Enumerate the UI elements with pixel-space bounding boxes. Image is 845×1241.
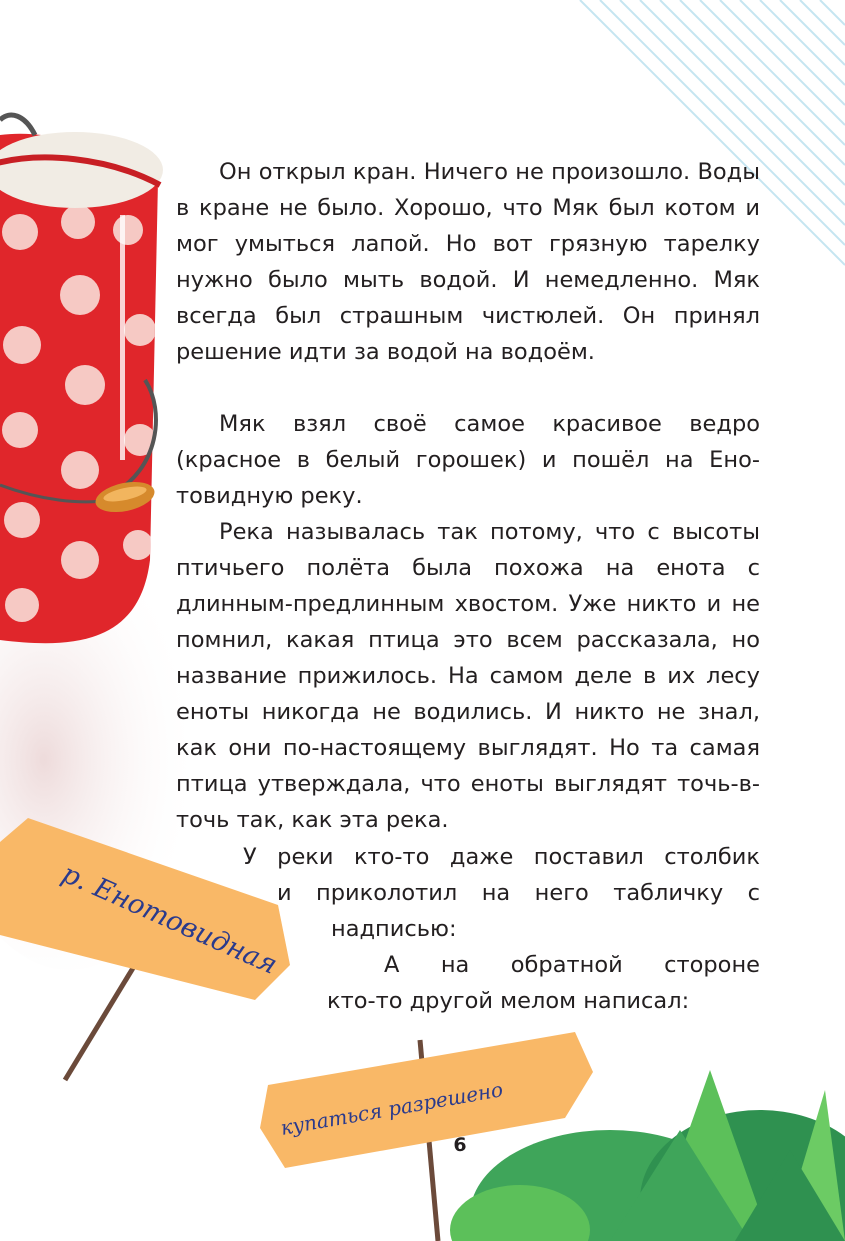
story-paragraph-1: Он открыл кран. Ничего не произошло. Воды в кране не было. Хорошо, что Мяк был котом и мог умыться лапой. Но вот грязную тарелку нужно было мыть водой. И немедленно. Мяк всегда был страшным чистюлей. Он принял решение идти за водой на водоём.: [176, 159, 760, 365]
story-paragraph-5-line-2: кто-то другой мелом написал:: [327, 988, 690, 1014]
story-paragraph-5-line-1: А на обратной стороне: [384, 952, 760, 978]
story-paragraph-2: Мяк взял своё самое красивое ведро (красное в белый горошек) и пошёл на Енотовидную реку.: [176, 411, 760, 509]
story-paragraph-4-line-2: и приколотил на него табличку с: [277, 880, 760, 906]
story-paragraph-4-line-3: надписью:: [331, 916, 457, 942]
page-number: 6: [453, 1134, 467, 1156]
story-paragraph-4-line-1: У реки кто-то даже поставил столбик: [243, 844, 760, 870]
story-paragraph-3: Река называлась так потому, что с высоты птичьего полёта была похожа на енота с длинным-предлинным хвостом. Уже никто и не помнил, какая птица это всем рассказала, но название прижилось. На самом деле в их лесу еноты никогда не водились. И никто не знал, как они по-настоящему выглядят. Но та самая птица утверждала, что еноты выглядят точь-в-точь так, как эта река.: [176, 519, 760, 833]
sign-bottom-text: купаться разрешено: [278, 1077, 505, 1140]
sign-top-text: р. Енотовидная: [57, 858, 282, 981]
